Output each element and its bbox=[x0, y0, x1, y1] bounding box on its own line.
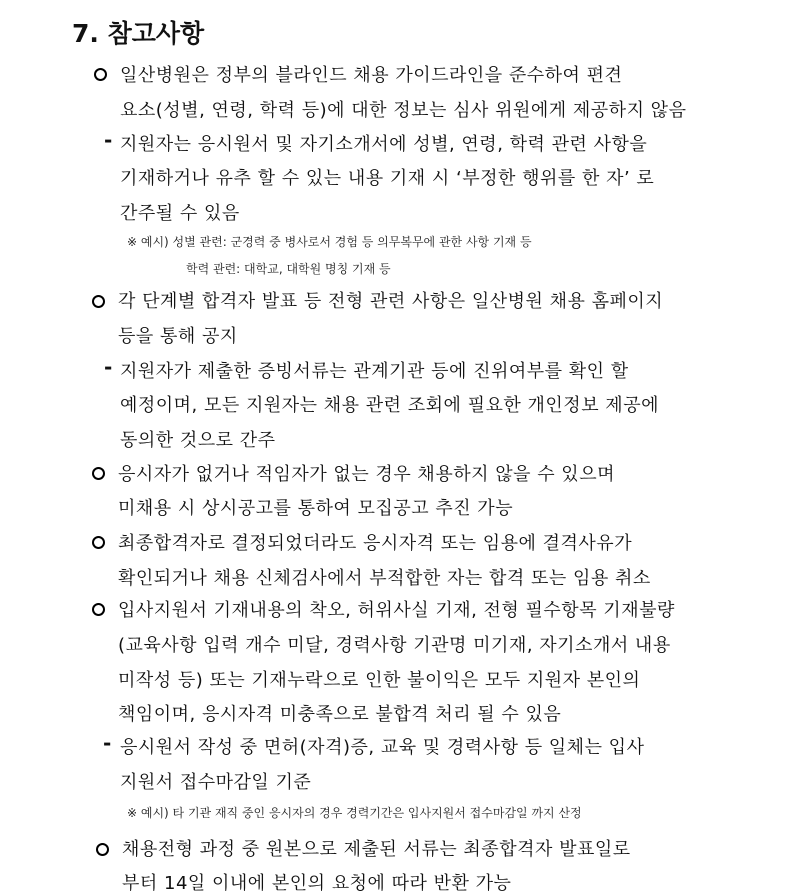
text-line: 응시자가 없거나 적임자가 없는 경우 채용하지 않을 수 있으며 bbox=[118, 464, 615, 485]
bullet-circle-icon bbox=[94, 68, 107, 81]
bullet-circle-icon bbox=[92, 536, 105, 549]
text-line: 최종합격자로 결정되었더라도 응시자격 또는 임용에 결격사유가 bbox=[118, 533, 633, 554]
text-line: 채용전형 과정 중 원본으로 제출된 서류는 최종합격자 발표일로 bbox=[122, 839, 631, 860]
note-line: ※ 예시) 성별 관련: 군경력 중 병사로서 경험 등 의무복무에 관한 사항 기재 등 bbox=[127, 235, 532, 249]
bullet-circle-icon bbox=[92, 295, 105, 308]
text-line: 간주될 수 있음 bbox=[120, 203, 240, 224]
text-line: 지원자는 응시원서 및 자기소개서에 성별, 연령, 학력 관련 사항을 bbox=[120, 134, 648, 155]
sub-item-dash: - bbox=[104, 128, 113, 152]
note-line: 학력 관련: 대학교, 대학원 명칭 기재 등 bbox=[186, 262, 391, 276]
text-line bbox=[120, 96, 686, 122]
text-line: 지원자가 제출한 증빙서류는 관계기관 등에 진위여부를 확인 할 bbox=[120, 361, 629, 382]
text-line: 응시원서 작성 중 면허(자격)증, 교육 및 경력사항 등 일체는 입사 bbox=[120, 737, 645, 758]
sub-item-dash: - bbox=[103, 731, 112, 755]
text-line: 확인되거나 채용 신체검사에서 부적합한 자는 합격 또는 임용 취소 bbox=[118, 568, 651, 589]
text-line-content: 요소(성별, 연령, 학력 등)에 대한 정보는 심사 위원에게 제공하지 않음 bbox=[120, 100, 687, 121]
sub-item-dash: - bbox=[104, 355, 113, 379]
text-line: 각 단계별 합격자 발표 등 전형 관련 사항은 일산병원 채용 홈페이지 bbox=[118, 291, 664, 312]
text-line: 기재하거나 유추 할 수 있는 내용 기재 시 ‘부정한 행위를 한 자’ 로 bbox=[120, 168, 655, 189]
bullet-circle-icon bbox=[96, 843, 109, 856]
note-line: ※ 예시) 타 기관 재직 중인 응시자의 경우 경력기간은 입사지원서 접수마감일 까지 산정 bbox=[127, 806, 582, 820]
text-line: 예정이며, 모든 지원자는 채용 관련 조회에 필요한 개인정보 제공에 bbox=[120, 395, 659, 416]
text-line: 미작성 등) 또는 기재누락으로 인한 불이익은 모두 지원자 본인의 bbox=[118, 670, 641, 691]
bullet-circle-icon bbox=[92, 467, 105, 480]
text-line: 지원서 접수마감일 기준 bbox=[120, 772, 312, 793]
text-line: 등을 통해 공지 bbox=[118, 326, 238, 347]
text-line: 입사지원서 기재내용의 착오, 허위사실 기재, 전형 필수항목 기재불량 bbox=[118, 600, 675, 621]
section-title: 7. 참고사항 bbox=[72, 19, 205, 48]
text-line: 미채용 시 상시공고를 통하여 모집공고 추진 가능 bbox=[118, 498, 514, 519]
text-line: 책임이며, 응시자격 미충족으로 불합격 처리 될 수 있음 bbox=[118, 704, 562, 725]
text-line: 동의한 것으로 간주 bbox=[120, 430, 276, 451]
text-line: 부터 14일 이내에 본인의 요청에 따라 반환 가능 bbox=[122, 873, 512, 894]
text-line: 일산병원은 정부의 블라인드 채용 가이드라인을 준수하여 편견 bbox=[120, 65, 623, 86]
bullet-circle-icon bbox=[92, 603, 105, 616]
text-line: (교육사항 입력 개수 미달, 경력사항 기관명 미기재, 자기소개서 내용 bbox=[118, 635, 671, 656]
